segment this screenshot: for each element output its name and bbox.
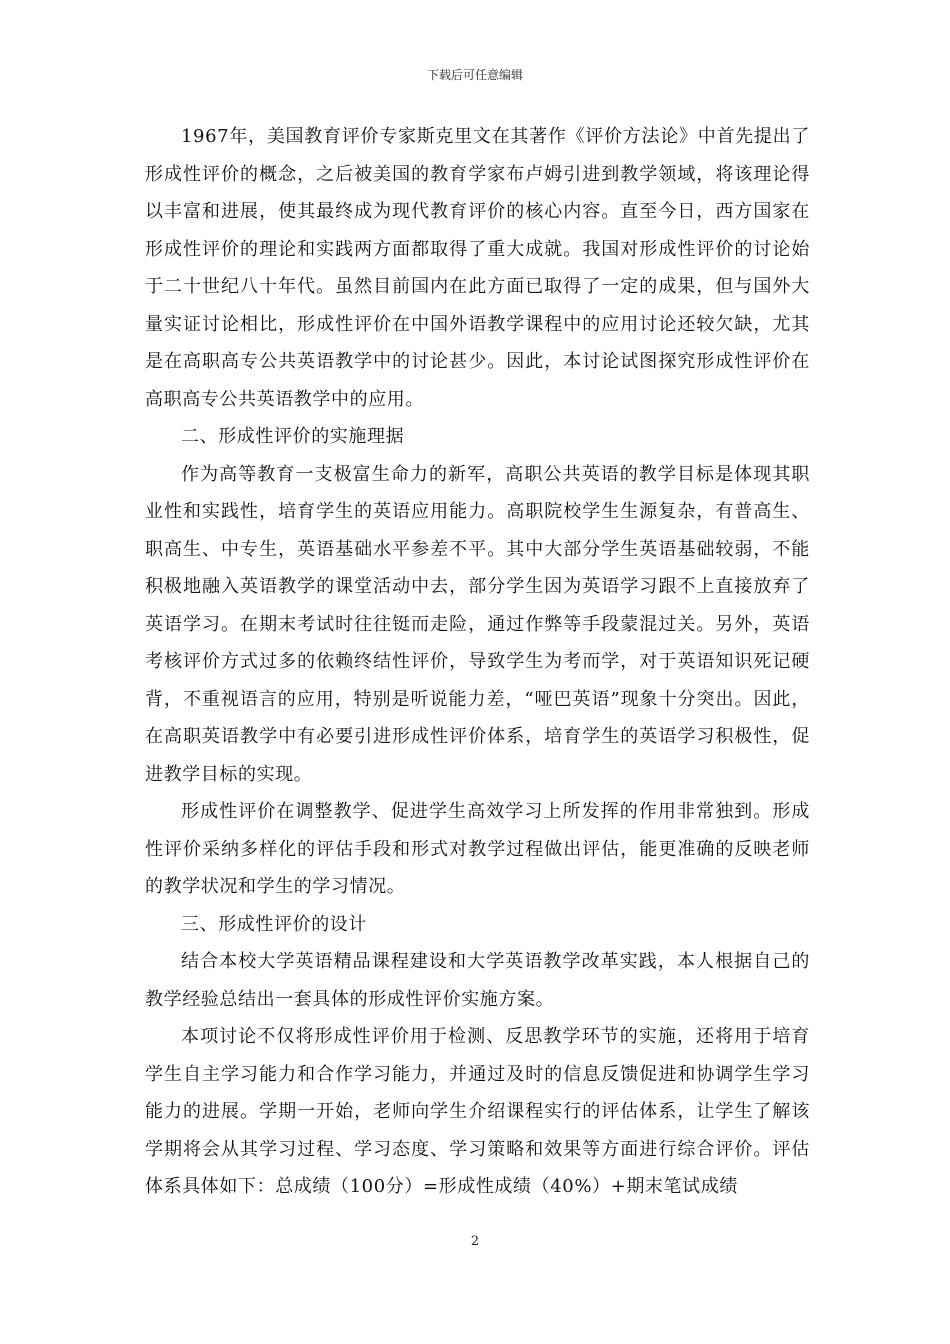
page-number: 2 (470, 1234, 480, 1249)
paragraph-design-detail: 本项讨论不仅将形成性评价用于检测、反思教学环节的实施，还将用于培育学生自主学习能力和合作学习能力，并通过及时的信息反馈促进和协调学生学习能力的进展。学期一开始，老师向学生介绍课程实行的评估体系，让学生了解该学期将会从其学习过程、学习态度、学习策略和效果等方面进行综合评价。评估体系具体如下：总成绩（100分）=形成性成绩（40%）+期末笔试成绩 (145, 1026, 810, 1197)
paragraph-intro: 1967年，美国教育评价专家斯克里文在其著作《评价方法论》中首先提出了形成性评价的概念，之后被美国的教育学家布卢姆引进到教学领域，将该理论得以丰富和进展，使其最终成为现代教育评价的核心内容。直至今日，西方国家在形成性评价的理论和实践两方面都取得了重大成就。我国对形成性评价的讨论始于二十世纪八十年代。虽然目前国内在此方面已取得了一定的成果，但与国外大量实证讨论相比，形成性评价在中国外语教学课程中的应用讨论还较欠缺，尤其是在高职高专公共英语教学中的讨论甚少。因此，本讨论试图探究形成性评价在高职高专公共英语教学中的应用。 (145, 126, 810, 410)
paragraph-rationale: 作为高等教育一支极富生命力的新军，高职公共英语的教学目标是体现其职业性和实践性，培育学生的英语应用能力。高职院校学生生源复杂，有普高生、职高生、中专生，英语基础水平参差不平。其中大部分学生英语基础较弱，不能积极地融入英语教学的课堂活动中去，部分学生因为英语学习跟不上直接放弃了英语学习。在期末考试时往往铤而走险，通过作弊等手段蒙混过关。另外，英语考核评价方式过多的依赖终结性评价，导致学生为考而学，对于英语知识死记硬背，不重视语言的应用，特别是听说能力差，“哑巴英语”现象十分突出。因此，在高职英语教学中有必要引进形成性评价体系，培育学生的英语学习积极性，促进教学目标的实现。 (145, 463, 810, 785)
document-body (145, 118, 810, 1206)
section-heading-design: 三、形成性评价的设计 (181, 913, 367, 935)
section-heading-rationale: 二、形成性评价的实施理据 (181, 426, 405, 447)
paragraph-role: 形成性评价在调整教学、促进学生高效学习上所发挥的作用非常独到。形成性评价采纳多样化的评估手段和形式对教学过程做出评估，能更准确的反映老师的教学状况和学生的学习情况。 (145, 801, 810, 897)
page-header: 下载后可任意编辑 (426, 68, 523, 82)
paragraph-design-intro: 结合本校大学英语精品课程建设和大学英语教学改革实践，本人根据自己的教学经验总结出一套具体的形成性评价实施方案。 (145, 951, 810, 1010)
